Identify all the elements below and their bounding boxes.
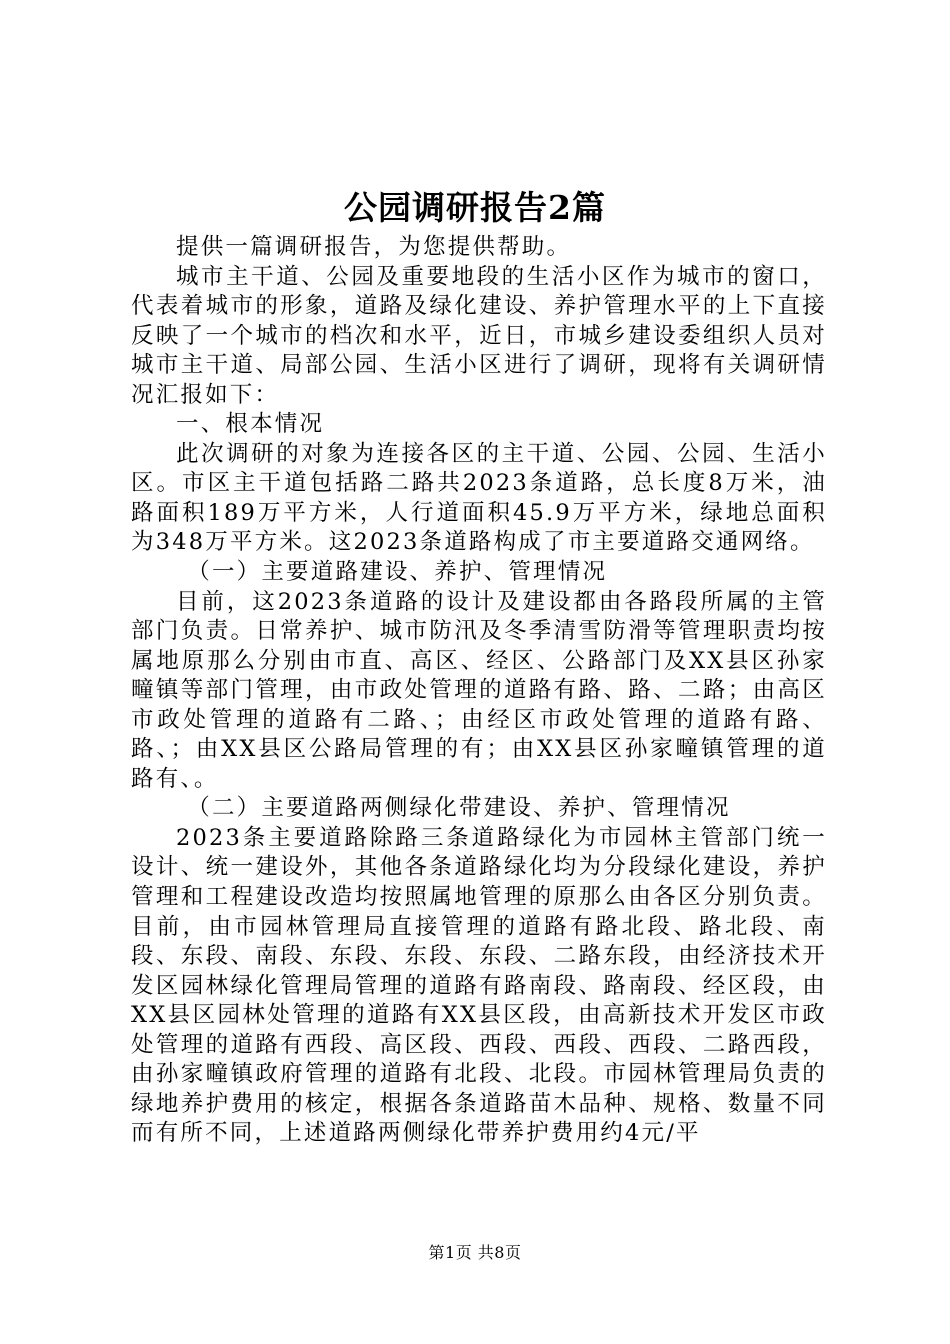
page-number-footer: 第1页 共8页	[428, 1243, 522, 1262]
intro-paragraph: 提供一篇调研报告，为您提供帮助。	[176, 234, 572, 260]
greenbelt-management-paragraph: 2023条主要道路除路三条道路绿化为市园林主管部门统一设计、统一建设外，其他各条道路绿化均为分段绿化建设，养护管理和工程建设改造均按照属地管理的原那么由各区分别负责。目前，由市园林管理局直接管理的道路有路北段、路北段、南段、东段、南段、东段、东段、东段、二路东段，由经济技术开发区园林绿化管理局管理的道路有路南段、路南段、经区段，由XX县区园林处管理的道路有XX县区段，由高新技术开发区市政处管理的道路有西段、高区段、西段、西段、西段、二路西段，由孙家疃镇政府管理的道路有北段、北段。市园林管理局负责的绿地养护费用的核定，根据各条道路苗木品种、规格、数量不同而有所不同，上述道路两侧绿化带养护费用约4元/平	[131, 824, 827, 1147]
road-management-paragraph: 目前，这2023条道路的设计及建设都由各路段所属的主管部门负责。日常养护、城市防汛及冬季清雪防滑等管理职责均按属地原那么分别由市直、高区、经区、公路部门及XX县区孙家疃镇等部门管理，由市政处管理的道路有路、路、二路；由高区市政处管理的道路有二路、；由经区市政处管理的道路有路、路、；由XX县区公路局管理的有；由XX县区孙家疃镇管理的道路有、。	[131, 588, 827, 792]
subsection-heading-greenbelt-management: （二）主要道路两侧绿化带建设、养护、管理情况	[187, 795, 731, 822]
section-heading-basic-situation: 一、根本情况	[176, 411, 325, 438]
subsection-heading-road-management: （一）主要道路建设、养护、管理情况	[187, 559, 608, 586]
survey-scope-paragraph: 此次调研的对象为连接各区的主干道、公园、公园、生活小区。市区主干道包括路二路共2023条道路，总长度8万米，油路面积189万平方米，人行道面积45.9万平方米，绿地总面积为348万平方米。这2023条道路构成了市主要道路交通网络。	[131, 440, 827, 556]
background-paragraph: 城市主干道、公园及重要地段的生活小区作为城市的窗口，代表着城市的形象，道路及绿化建设、养护管理水平的上下直接反映了一个城市的档次和水平，近日，市城乡建设委组织人员对城市主干道、局部公园、生活小区进行了调研，现将有关调研情况汇报如下：	[131, 263, 827, 408]
document-title: 公园调研报告2篇	[344, 188, 606, 227]
document-body	[131, 233, 827, 1149]
